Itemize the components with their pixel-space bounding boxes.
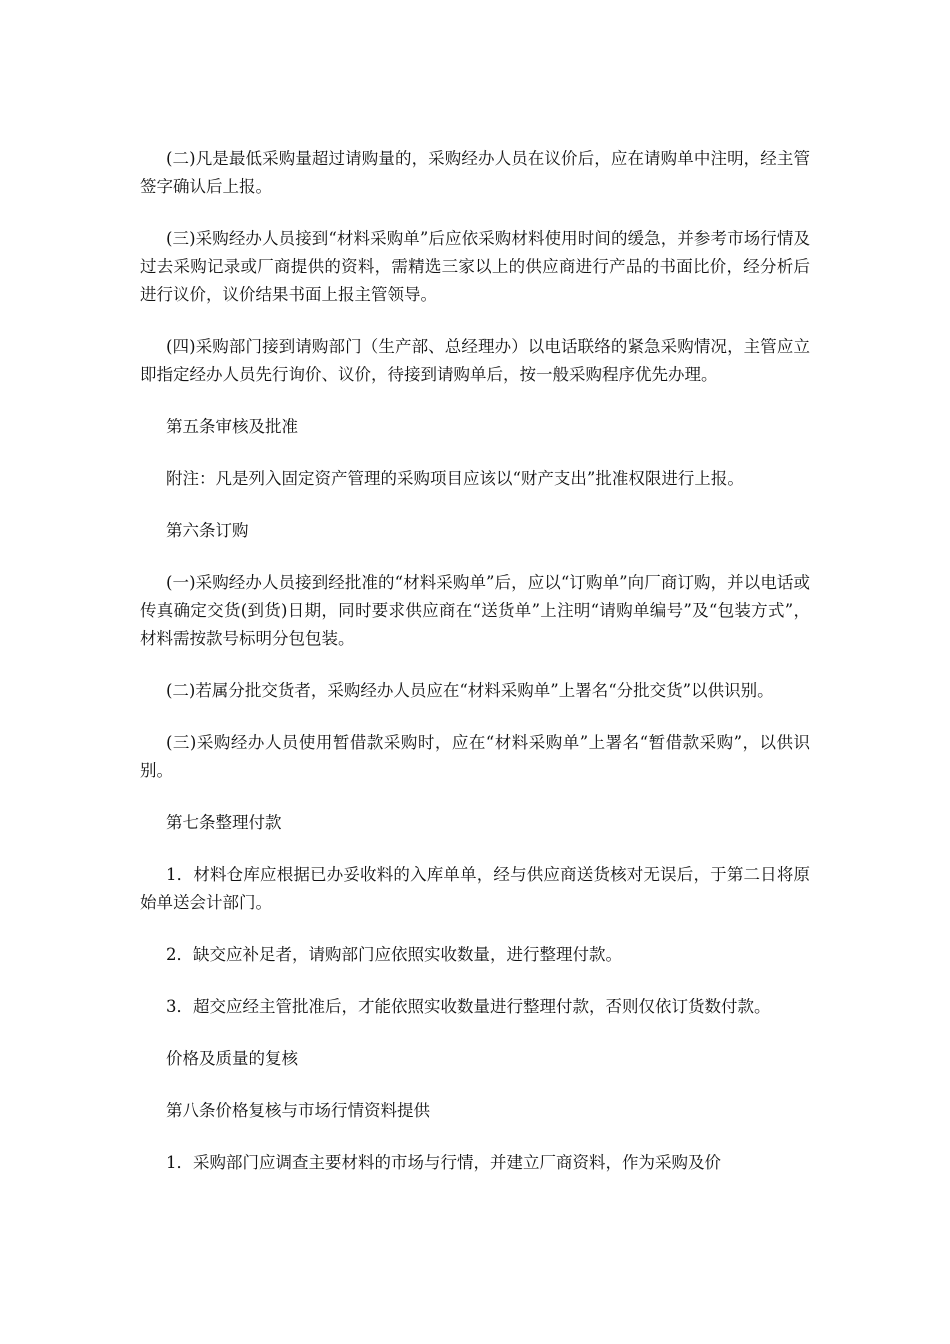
paragraph-price-review-1: 1．采购部门应调查主要材料的市场与行情，并建立厂商资料，作为采购及价 <box>166 1153 721 1172</box>
heading-article-5: 第五条审核及批准 <box>166 417 298 436</box>
heading-article-7: 第七条整理付款 <box>166 813 282 832</box>
paragraph-payment-2: 2．缺交应补足者，请购部门应依照实收数量，进行整理付款。 <box>166 945 622 964</box>
heading-article-6: 第六条订购 <box>166 521 249 540</box>
document-body <box>140 145 810 1201</box>
paragraph-clause-2: (二)凡是最低采购量超过请购量的，采购经办人员在议价后，应在请购单中注明，经主管签字确认后上报。 <box>140 149 810 196</box>
paragraph-order-1: (一)采购经办人员接到经批准的“材料采购单”后，应以“订购单”向厂商订购，并以电话或传真确定交货(到货)日期，同时要求供应商在“送货单”上注明“请购单编号”及“包装方式”，材料需按款号标明分包包装。 <box>140 573 810 648</box>
paragraph-clause-4: (四)采购部门接到请购部门（生产部、总经理办）以电话联络的紧急采购情况，主管应立即指定经办人员先行询价、议价，待接到请购单后，按一般采购程序优先办理。 <box>140 337 810 384</box>
heading-section-price-quality: 价格及质量的复核 <box>166 1049 298 1068</box>
paragraph-note: 附注：凡是列入固定资产管理的采购项目应该以“财产支出”批准权限进行上报。 <box>166 469 744 488</box>
paragraph-order-3: (三)采购经办人员使用暂借款采购时，应在“材料采购单”上署名“暂借款采购”，以供识别。 <box>140 733 810 780</box>
heading-article-8: 第八条价格复核与市场行情资料提供 <box>166 1101 430 1120</box>
paragraph-payment-1: 1．材料仓库应根据已办妥收料的入库单单，经与供应商送货核对无误后，于第二日将原始单送会计部门。 <box>140 865 810 912</box>
paragraph-clause-3: (三)采购经办人员接到“材料采购单”后应依采购材料使用时间的缓急，并参考市场行情及过去采购记录或厂商提供的资料，需精选三家以上的供应商进行产品的书面比价，经分析后进行议价，议价结果书面上报主管领导。 <box>140 229 810 304</box>
paragraph-order-2: (二)若属分批交货者，采购经办人员应在“材料采购单”上署名“分批交货”以供识别。 <box>166 681 774 700</box>
paragraph-payment-3: 3．超交应经主管批准后，才能依照实收数量进行整理付款，否则仅依订货数付款。 <box>166 997 771 1016</box>
